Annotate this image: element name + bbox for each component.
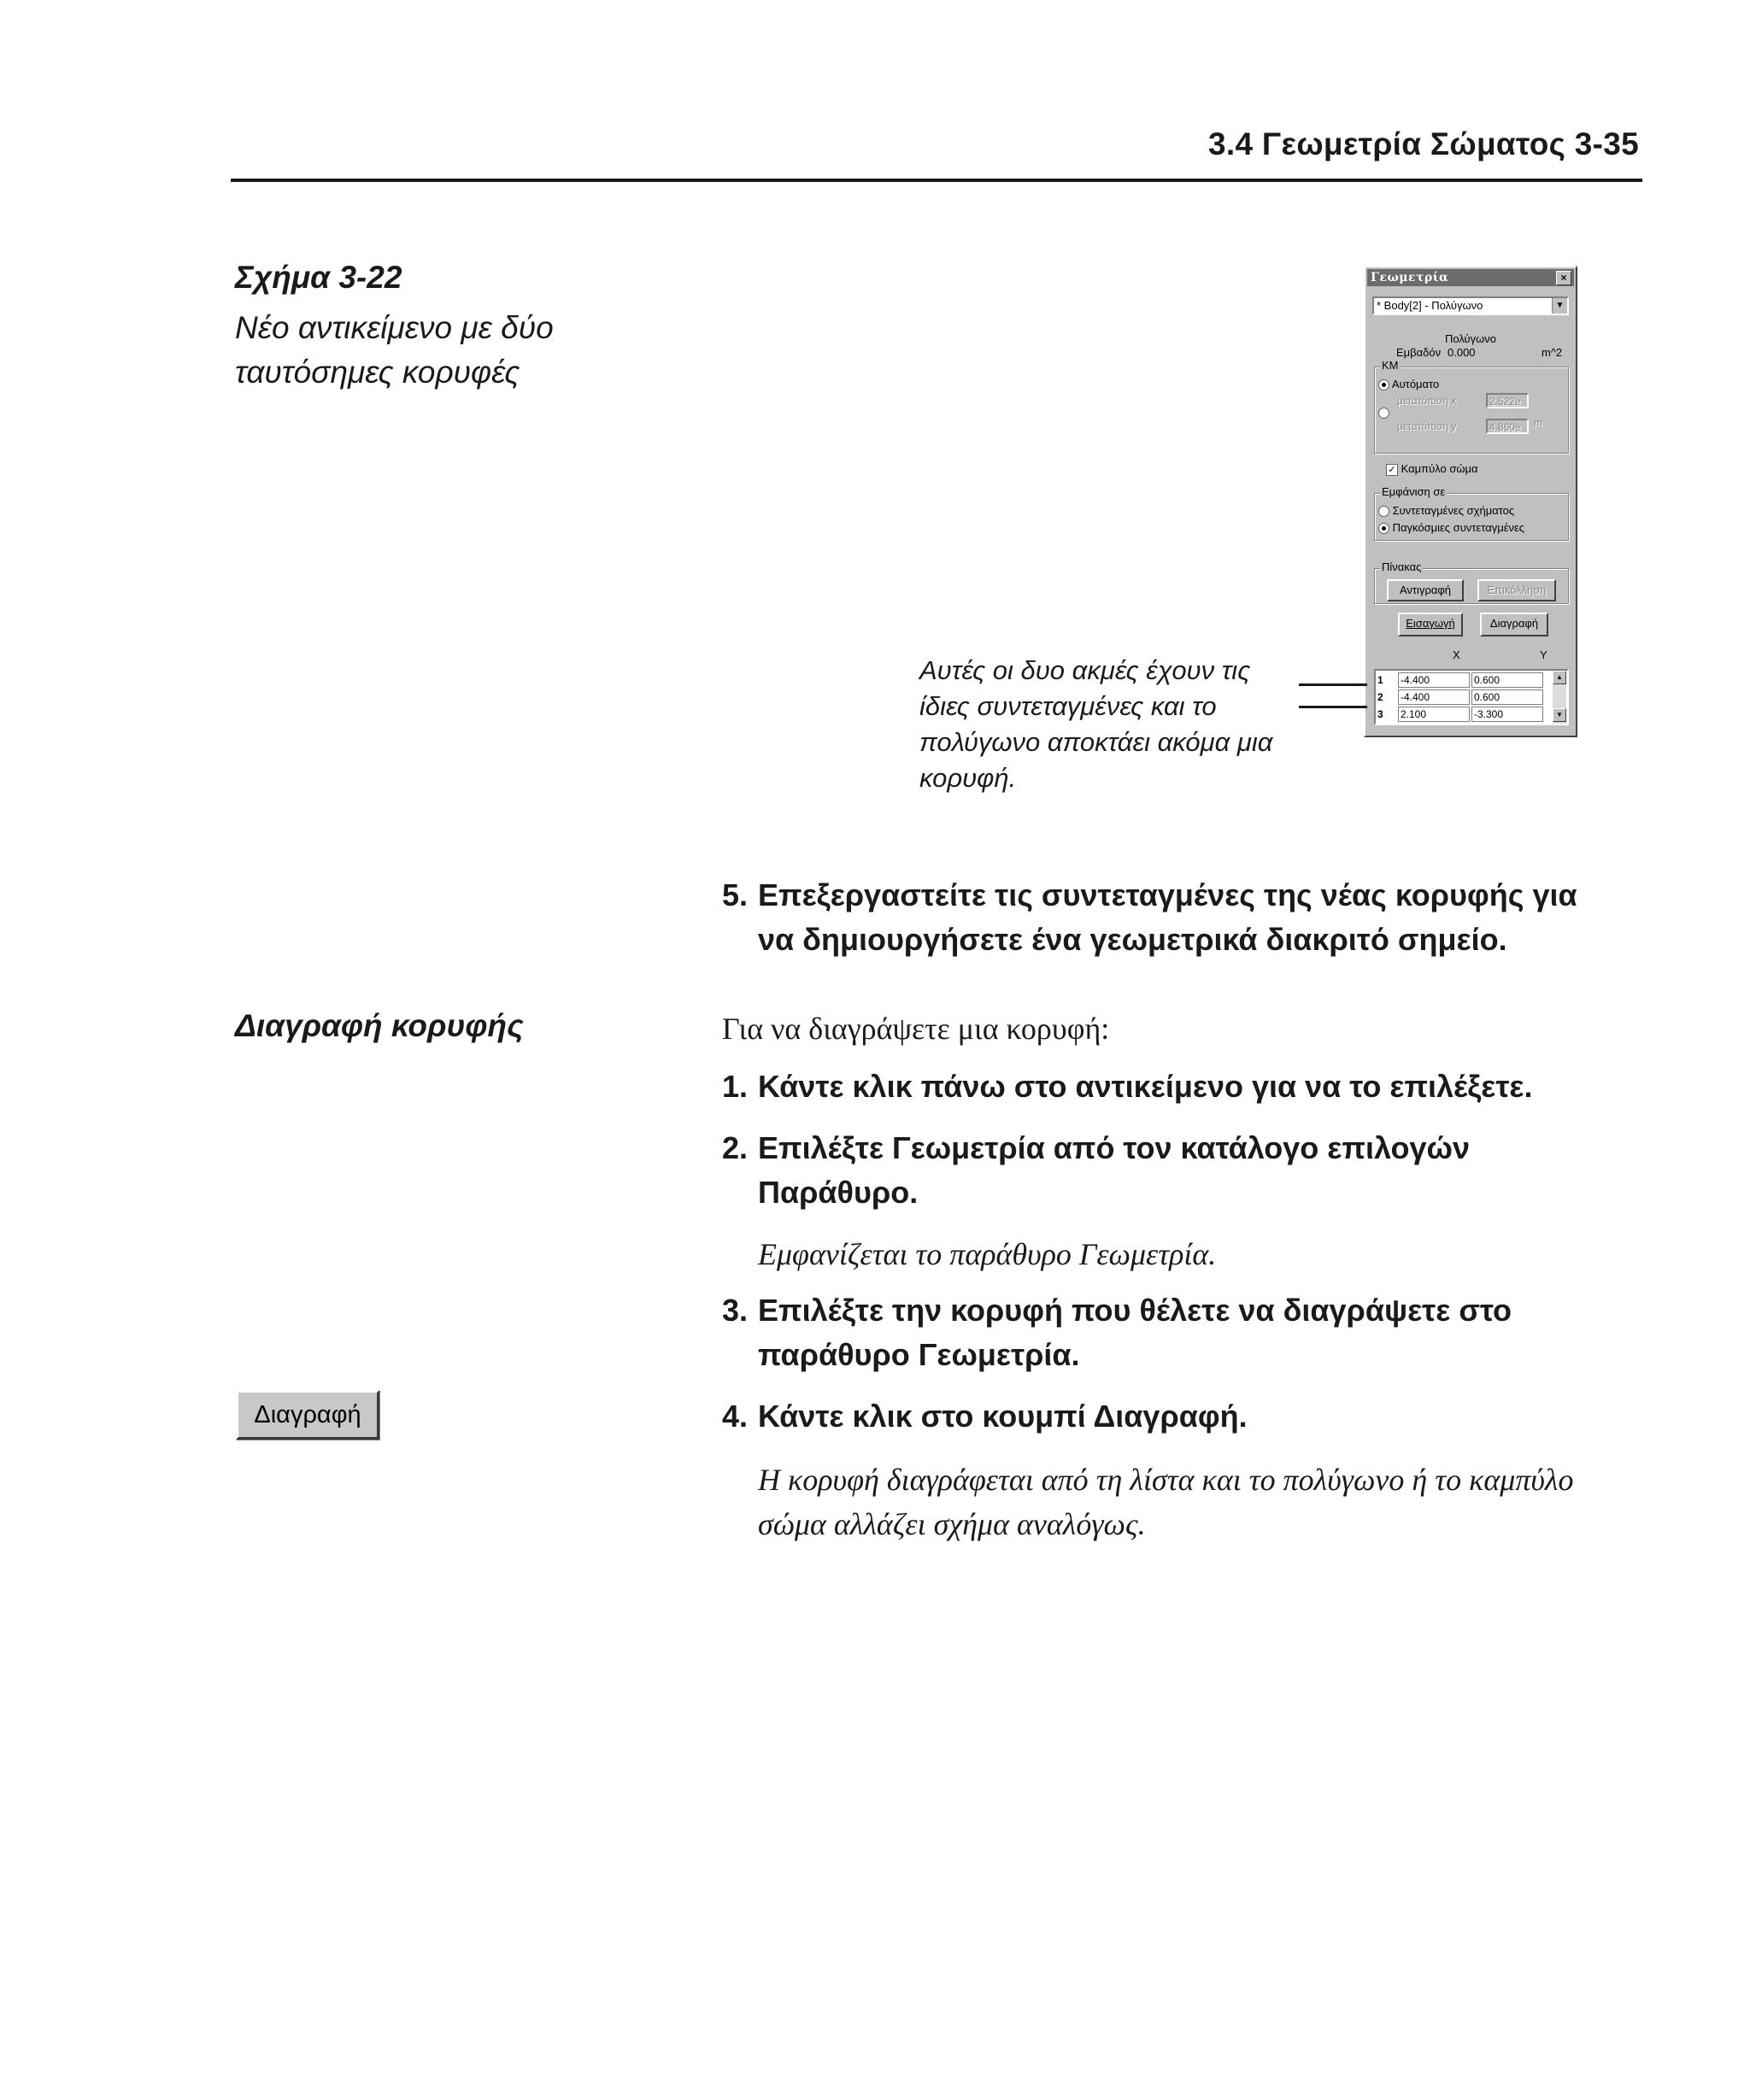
cell-y[interactable]: -3.300 bbox=[1471, 707, 1543, 722]
radio-auto[interactable] bbox=[1378, 378, 1439, 390]
step-5 bbox=[722, 873, 1577, 962]
km-group-label: ΚΜ bbox=[1382, 359, 1399, 372]
object-select[interactable] bbox=[1372, 296, 1569, 315]
chevron-down-icon[interactable]: ▼ bbox=[1552, 298, 1567, 314]
cell-y[interactable]: 0.600 bbox=[1471, 672, 1543, 688]
close-icon[interactable]: × bbox=[1556, 271, 1571, 285]
radio-shape-coords-label: Συντεταγμένες σχήματος bbox=[1392, 504, 1515, 517]
area-unit: m^2 bbox=[1542, 346, 1563, 359]
step-1 bbox=[722, 1065, 1533, 1109]
step-text-continued: Παράθυρο. bbox=[758, 1175, 919, 1210]
cell-x[interactable]: -4.400 bbox=[1398, 689, 1470, 705]
area-label: Εμβαδόν bbox=[1396, 346, 1442, 359]
offset-x-field bbox=[1486, 393, 1529, 408]
step-text-continued: παράθυρο Γεωμετρία. bbox=[758, 1337, 1080, 1372]
geometry-dialog bbox=[1364, 266, 1577, 737]
step-3 bbox=[722, 1288, 1512, 1377]
table-scrollbar[interactable] bbox=[1553, 671, 1566, 724]
insert-button[interactable]: Εισαγωγή bbox=[1398, 613, 1463, 636]
step-4 bbox=[722, 1394, 1248, 1439]
display-group-label: Εμφάνιση σε bbox=[1382, 485, 1446, 498]
offset-x-label: μετατόπιση x bbox=[1397, 395, 1457, 407]
checkmark-icon[interactable]: ✓ bbox=[1386, 464, 1398, 476]
dialog-title: Γεωμετρία bbox=[1371, 271, 1449, 284]
dialog-titlebar bbox=[1367, 269, 1574, 286]
header-rule bbox=[231, 179, 1642, 182]
column-y-header: Y bbox=[1540, 648, 1547, 661]
column-x-header: X bbox=[1453, 648, 1460, 661]
row-number: 2 bbox=[1377, 691, 1383, 703]
offset-y-field bbox=[1486, 419, 1529, 434]
radio-global-coords-dot[interactable] bbox=[1378, 523, 1389, 534]
radio-global-coords[interactable] bbox=[1378, 521, 1524, 534]
step-text: Επιλέξτε την κορυφή που θέλετε να διαγράψετε στο bbox=[758, 1293, 1512, 1328]
copy-button[interactable]: Αντιγραφή bbox=[1387, 579, 1464, 601]
running-header: 3.4 Γεωμετρία Σώματος 3-35 bbox=[1208, 126, 1639, 161]
step-text: Κάντε κλικ στο κουμπί Διαγραφή. bbox=[758, 1399, 1248, 1434]
radio-manual-dot[interactable] bbox=[1378, 408, 1389, 419]
curved-body-label: Καμπύλο σώμα bbox=[1401, 462, 1478, 475]
step-number: 5. bbox=[722, 877, 749, 912]
shape-type: Πολύγωνο bbox=[1444, 332, 1497, 345]
offset-y-unit: m bbox=[1534, 417, 1542, 429]
step-4-result bbox=[758, 1458, 1573, 1546]
step-text: Επεξεργαστείτε τις συντεταγμένες της νέας κορυφής για bbox=[758, 877, 1577, 912]
figure-caption: Νέο αντικείμενο με δύο ταυτόσημες κορυφές bbox=[235, 310, 554, 390]
cell-x[interactable]: -4.400 bbox=[1398, 672, 1470, 688]
cell-y[interactable]: 0.600 bbox=[1471, 689, 1543, 705]
delete-button[interactable]: Διαγραφή bbox=[1480, 613, 1548, 636]
row-number: 3 bbox=[1377, 708, 1383, 720]
scroll-up-icon[interactable]: ▲ bbox=[1553, 671, 1566, 684]
object-select-value: * Body[2] - Πολύγωνο bbox=[1377, 299, 1483, 312]
step-number: 4. bbox=[722, 1399, 749, 1434]
radio-auto-label: Αυτόματο bbox=[1391, 378, 1440, 390]
step-2-result: Εμφανίζεται το παράθυρο Γεωμετρία. bbox=[758, 1237, 1217, 1271]
row-number: 1 bbox=[1377, 674, 1383, 686]
paste-button[interactable]: Επικόλληση bbox=[1477, 579, 1556, 601]
step-number: 1. bbox=[722, 1069, 749, 1104]
step-2 bbox=[722, 1126, 1470, 1215]
area-value: 0.000 bbox=[1448, 346, 1476, 359]
km-group bbox=[1374, 359, 1569, 454]
step-4-result-line: Η κορυφή διαγράφεται από τη λίστα και το πολύγωνο ή το καμπύλο bbox=[758, 1463, 1574, 1497]
radio-auto-dot[interactable] bbox=[1378, 379, 1389, 390]
radio-shape-coords[interactable] bbox=[1378, 504, 1514, 517]
vertex-table bbox=[1374, 669, 1569, 725]
figure-label: Σχήμα 3-22 bbox=[235, 260, 402, 295]
cell-x[interactable]: 2.100 bbox=[1398, 707, 1470, 722]
step-text: Κάντε κλικ πάνω στο αντικείμενο για να το επιλέξετε. bbox=[758, 1069, 1533, 1104]
offset-y-value: 4.860e bbox=[1489, 421, 1521, 433]
radio-manual[interactable] bbox=[1378, 405, 1389, 419]
offset-y-label: μετατόπιση y bbox=[1397, 420, 1457, 432]
table-group-label: Πίνακας bbox=[1382, 560, 1422, 573]
radio-shape-coords-dot[interactable] bbox=[1378, 506, 1389, 517]
step-text: Επιλέξτε Γεωμετρία από τον κατάλογο επιλογών bbox=[758, 1130, 1470, 1165]
side-heading: Διαγραφή κορυφής bbox=[235, 1008, 524, 1043]
step-text-continued: να δημιουργήσετε ένα γεωμετρικά διακριτό σημείο. bbox=[758, 922, 1507, 957]
radio-global-coords-label: Παγκόσμιες συντεταγμένες bbox=[1392, 521, 1525, 534]
leader-line bbox=[1299, 706, 1367, 708]
curved-body-checkbox[interactable] bbox=[1386, 462, 1478, 476]
figure-annotation: Αυτές οι δυο ακμές έχουν τις ίδιες συντεταγμένες και το πολύγωνο αποκτάει ακόμα μια κορυφή. bbox=[919, 655, 1273, 793]
step-number: 2. bbox=[722, 1130, 749, 1165]
section-intro: Για να διαγράψετε μια κορυφή: bbox=[722, 1012, 1110, 1046]
display-group bbox=[1374, 485, 1569, 541]
table-group bbox=[1374, 560, 1569, 604]
delete-button-illustration: Διαγραφή bbox=[236, 1390, 379, 1440]
scroll-down-icon[interactable]: ▼ bbox=[1553, 708, 1566, 722]
step-number: 3. bbox=[722, 1293, 749, 1328]
offset-x-value: 2.522e bbox=[1489, 396, 1521, 408]
step-4-result-line: σώμα αλλάζει σχήμα αναλόγως. bbox=[758, 1507, 1146, 1541]
leader-line bbox=[1299, 683, 1367, 686]
